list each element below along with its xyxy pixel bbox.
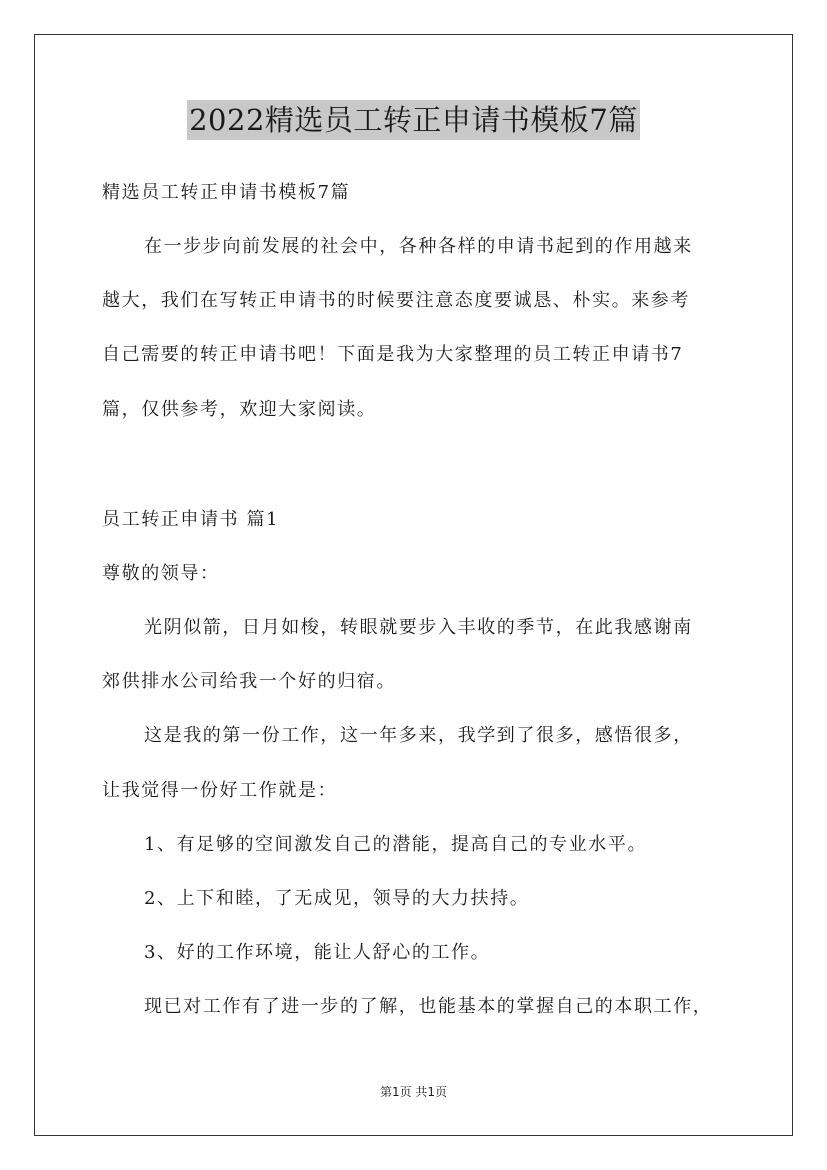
- page-footer: 第1页 共1页: [379, 1085, 448, 1099]
- body-line-4: 让我觉得一份好工作就是：: [102, 780, 338, 801]
- intro-line-2: 越大，我们在写转正申请书的时候要注意态度要诚恳、朴实。来参考: [102, 290, 690, 311]
- body-line-5: 1、有足够的空间激发自己的潜能，提高自己的专业水平。: [144, 834, 648, 855]
- body-line-8: 现已对工作有了进一步的了解，也能基本的掌握自己的本职工作，: [144, 996, 713, 1017]
- title-wrapper: [0, 100, 827, 140]
- body-line-2: 郊供排水公司给我一个好的归宿。: [102, 671, 396, 692]
- body-line-1: 光阴似箭，日月如梭，转眼就要步入丰收的季节，在此我感谢南: [144, 617, 693, 638]
- body-line-6: 2、上下和睦，了无成见，领导的大力扶持。: [144, 888, 530, 909]
- section-heading: 员工转正申请书 篇1: [102, 509, 280, 530]
- body-line-7: 3、好的工作环境，能让人舒心的工作。: [144, 942, 491, 963]
- document-title: 2022精选员工转正申请书模板7篇: [187, 100, 640, 140]
- intro-line-3: 自己需要的转正申请书吧！下面是我为大家整理的员工转正申请书7: [102, 344, 684, 365]
- intro-line-1: 在一步步向前发展的社会中，各种各样的申请书起到的作用越来: [144, 236, 693, 257]
- document-subtitle: 精选员工转正申请书模板7篇: [102, 182, 351, 203]
- salutation: 尊敬的领导：: [102, 563, 220, 584]
- intro-line-4: 篇，仅供参考，欢迎大家阅读。: [102, 399, 377, 420]
- body-line-3: 这是我的第一份工作，这一年多来，我学到了很多，感悟很多，: [144, 725, 693, 746]
